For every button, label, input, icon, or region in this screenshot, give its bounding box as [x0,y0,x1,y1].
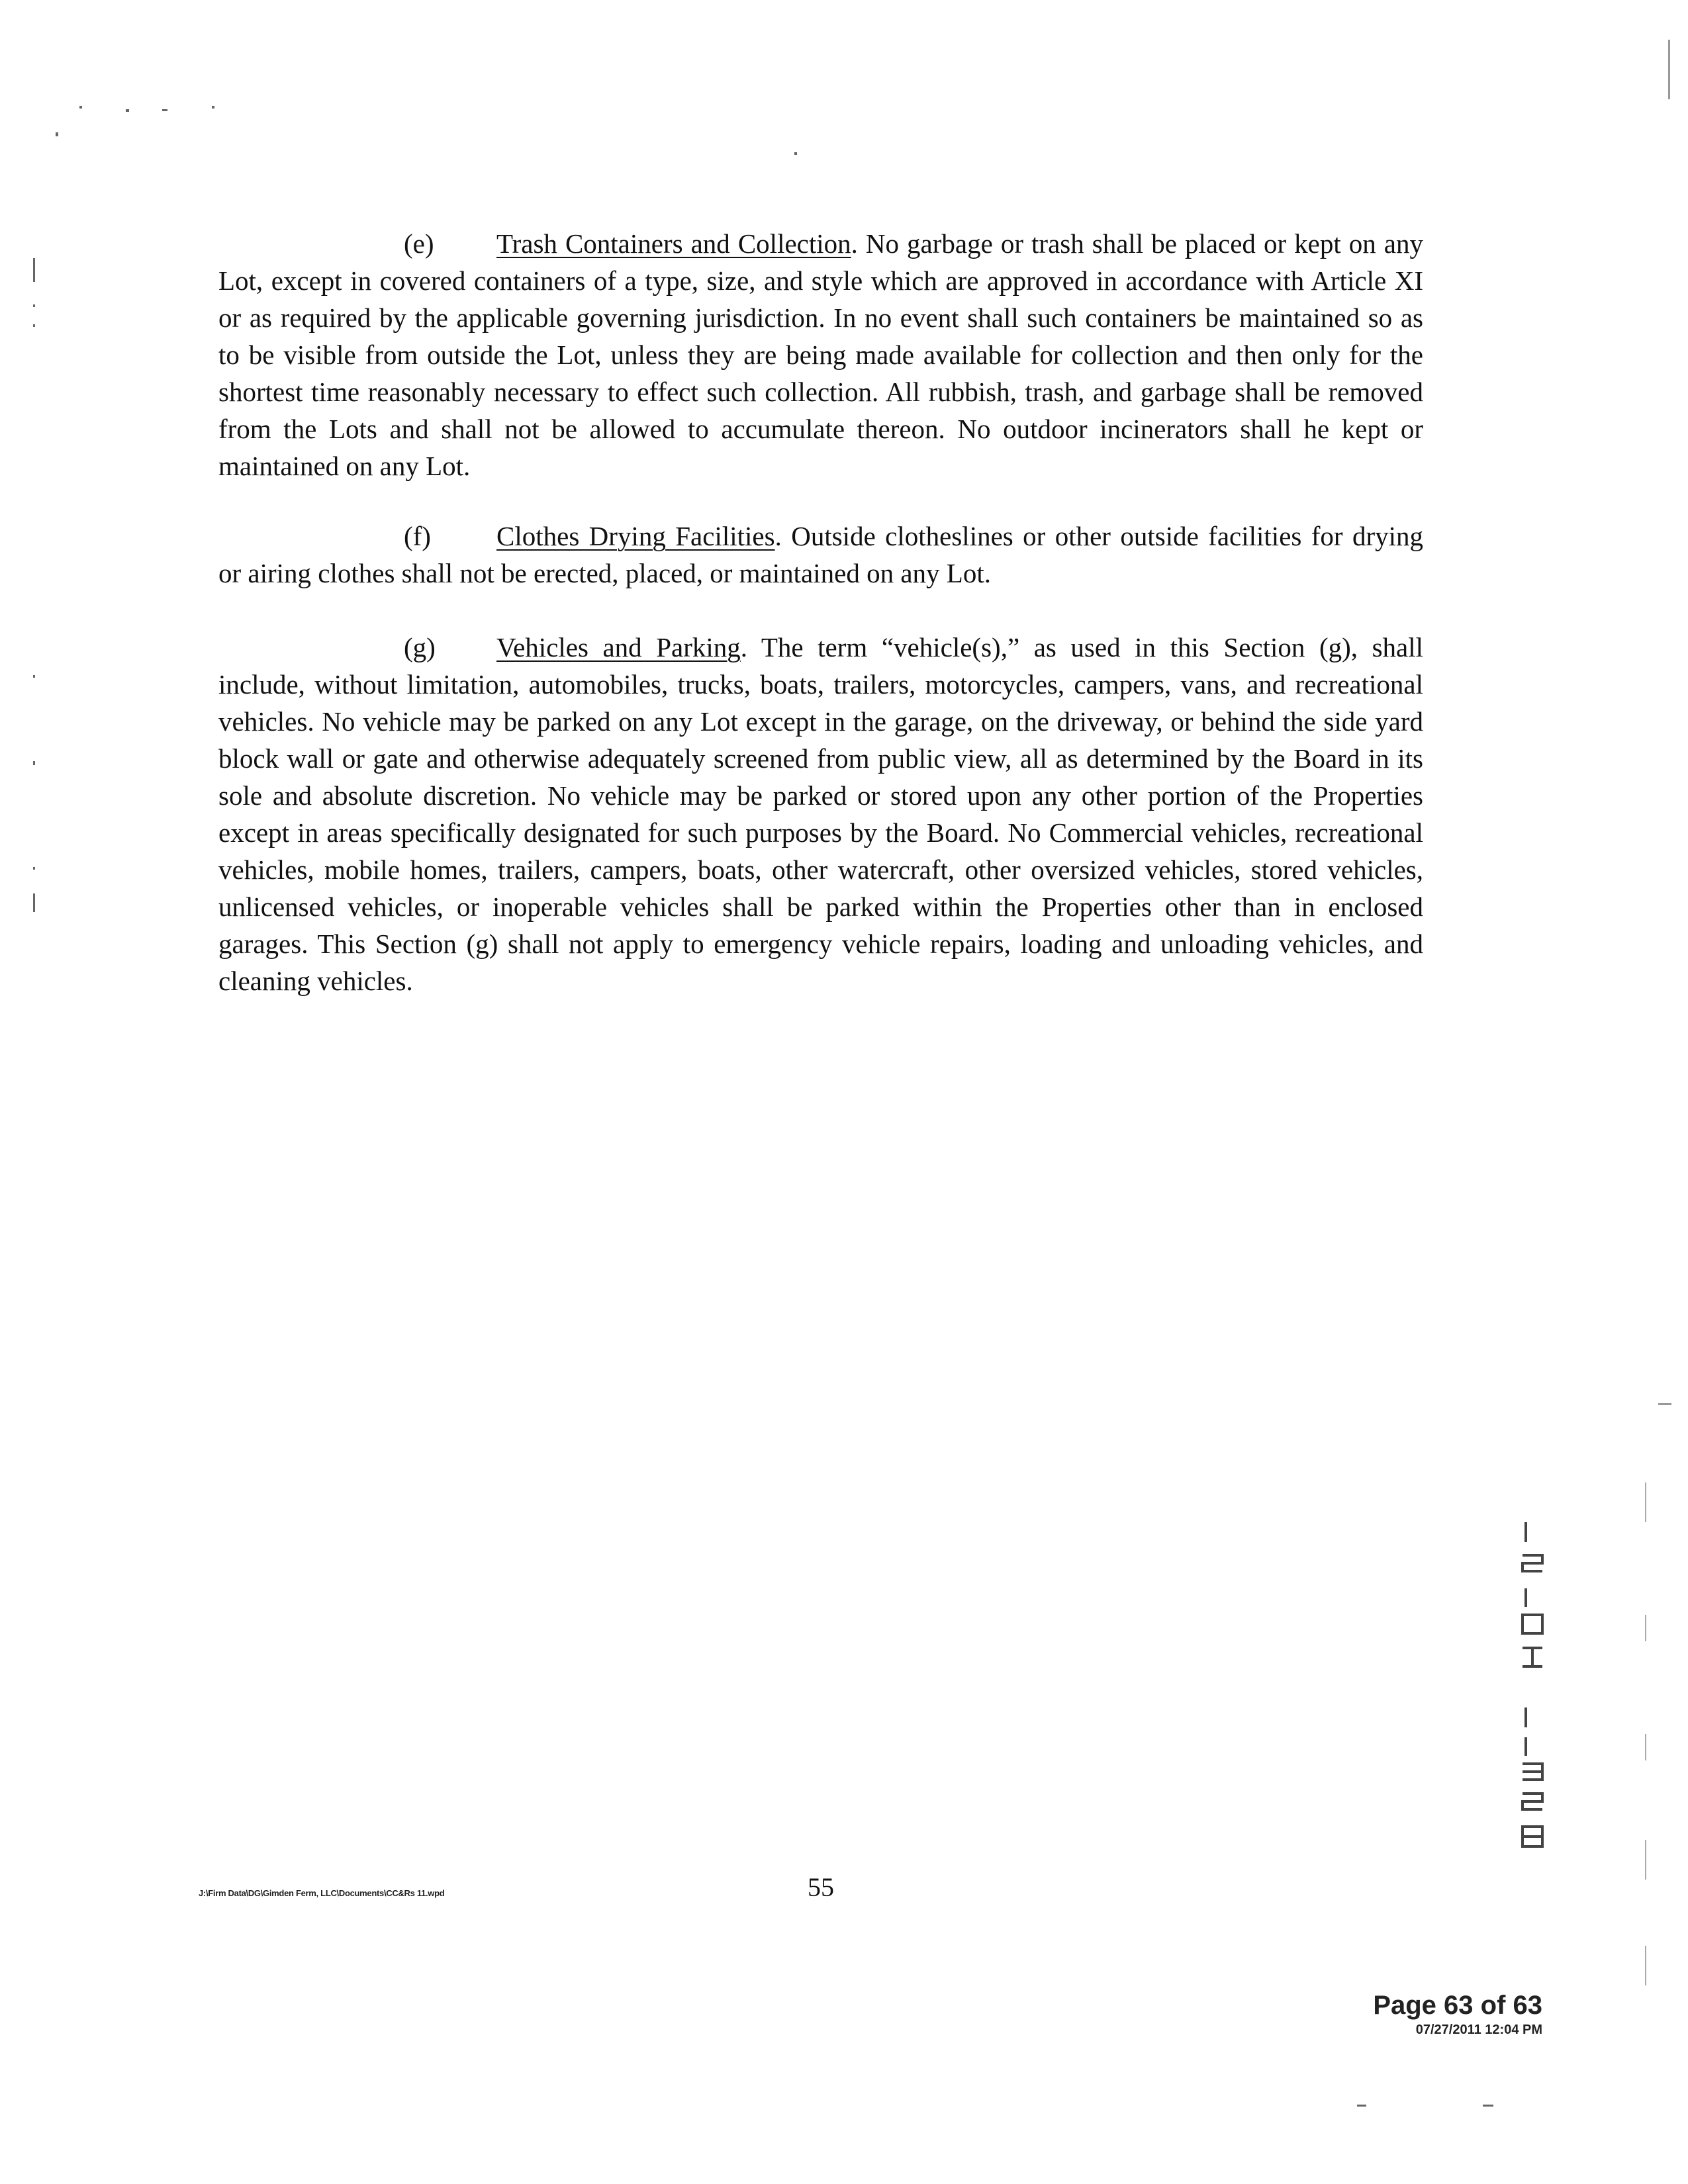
section-letter: (g) [404,632,436,662]
section-f [218,518,1423,592]
section-heading: Vehicles and Parking [496,632,741,662]
section-heading: Trash Containers and Collection [496,228,851,259]
section-text: . Outside clotheslines or other outside facilities for drying or airing clothes shall not be erected, placed, or maintained on any Lot. [218,521,1424,588]
scan-artifact [33,675,35,678]
scan-artifact [1645,1840,1646,1880]
scan-artifact [33,893,35,912]
scan-artifact [79,106,82,109]
section-g [218,629,1423,999]
section-text: . The term “vehicle(s),” as used in this Section (g), shall include, without limitation, automobiles, trucks, boats, trailers, motorcycles, campers, vans, and recreational vehicles. No vehicle may be parked on any Lot except in the garage, on the driveway, or behind the side yard block wall or gate and otherwise adequately screened from public view, all as determined by the Board in its sole and absolute discretion. No vehicle may be parked or stored upon any other portion of the Properties except in areas specifically designated for such purposes by the Board. No Commercial vehicles, recreational vehicles, mobile homes, trailers, campers, boats, other watercraft, other oversized vehicles, stored vehicles, unlicensed vehicles, or inoperable vehicles shall be parked within the Properties other than in enclosed garages. This Section (g) shall not apply to emergency vehicle repairs, loading and unloading vehicles, and cleaning vehicles. [218,632,1424,996]
section-text: . No garbage or trash shall be placed or kept on any Lot, except in covered containers of a type, size, and style which are approved in accordance with Article XI or as required by the applicable governing jurisdiction. In no event shall such containers be maintained so as to be visible from outside the Lot, unless they are being made available for collection and then only for the shortest time reasonably necessary to effect such collection. All rubbish, trash, and garbage shall be removed from the Lots and shall not be allowed to accumulate thereon. No outdoor incinerators shall he kept or maintained on any Lot. [218,228,1423,481]
scan-artifact [33,304,35,307]
scan-artifact [794,152,797,155]
scan-artifact [1483,2105,1493,2107]
recording-timestamp: 07/27/2011 12:04 PM [1415,2023,1542,2037]
scan-artifact [56,132,58,136]
scan-artifact [162,109,167,111]
scan-artifact [1357,2105,1366,2107]
section-heading: Clothes Drying Facilities [496,521,775,551]
scan-artifact [33,761,35,765]
scan-artifact [1658,1403,1671,1405]
page-number: 55 [808,1872,834,1902]
section-letter: (e) [404,228,434,259]
scan-artifact [33,867,35,870]
section-e [218,225,1423,484]
scan-artifact [1668,40,1670,99]
file-path: J:\Firm Data\DG\Gimden Ferm, LLC\Documents\CC&Rs 11.wpd [199,1888,445,1898]
scan-artifact [1645,1482,1646,1522]
page-count-stamp: Page 63 of 63 [1373,1991,1542,2020]
scan-artifact [126,109,129,112]
scan-artifact [1645,1734,1646,1760]
scan-artifact [1645,1946,1646,1985]
scan-artifact [1645,1615,1646,1641]
recording-stamp-image [1516,1516,1556,1873]
scan-artifact [212,106,214,109]
scan-artifact [33,324,35,327]
scan-artifact [33,258,35,282]
section-letter: (f) [404,521,431,551]
